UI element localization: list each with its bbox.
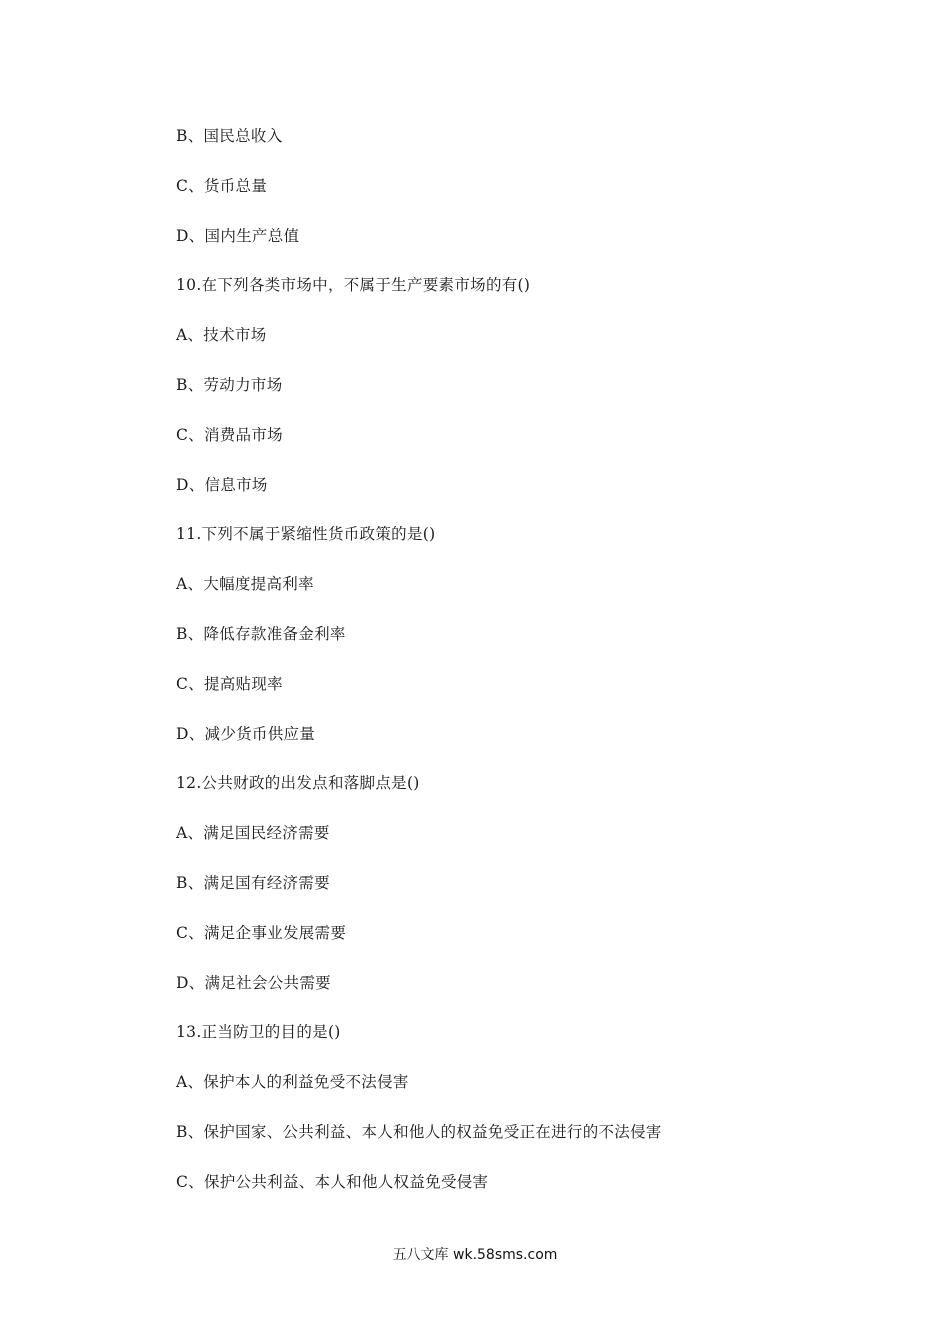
option-line: C、货币总量 [176, 176, 268, 195]
question-line: 12.公共财政的出发点和落脚点是() [176, 774, 420, 793]
question-line: 11.下列不属于紧缩性货币政策的是() [176, 525, 436, 544]
option-line: C、消费品市场 [176, 425, 283, 444]
option-line: A、保护本人的利益免受不法侵害 [176, 1073, 409, 1092]
option-line: B、劳动力市场 [176, 375, 283, 394]
option-line: C、满足企事业发展需要 [176, 923, 347, 942]
option-line: C、提高贴现率 [176, 674, 283, 693]
option-line: B、国民总收入 [176, 127, 283, 145]
option-line: D、信息市场 [176, 475, 268, 494]
question-line: 13.正当防卫的目的是() [176, 1023, 341, 1042]
question-line: 10.在下列各类市场中，不属于生产要素市场的有() [176, 276, 531, 295]
option-line: D、满足社会公共需要 [176, 973, 331, 992]
page-footer: 五八文库 wk.58sms.com [392, 1247, 558, 1263]
option-line: C、保护公共利益、本人和他人权益免受侵害 [176, 1172, 489, 1191]
option-line: B、保护国家、公共利益、本人和他人的权益免受正在进行的不法侵害 [176, 1122, 662, 1141]
option-line: A、满足国民经济需要 [176, 824, 330, 843]
option-line: B、满足国有经济需要 [176, 873, 330, 892]
option-line: A、技术市场 [176, 326, 267, 345]
option-line: D、国内生产总值 [176, 226, 300, 245]
question-list [176, 124, 896, 1220]
option-line: A、大幅度提高利率 [176, 575, 314, 594]
option-line: D、减少货币供应量 [176, 724, 316, 743]
option-line: B、降低存款准备金利率 [176, 624, 346, 643]
